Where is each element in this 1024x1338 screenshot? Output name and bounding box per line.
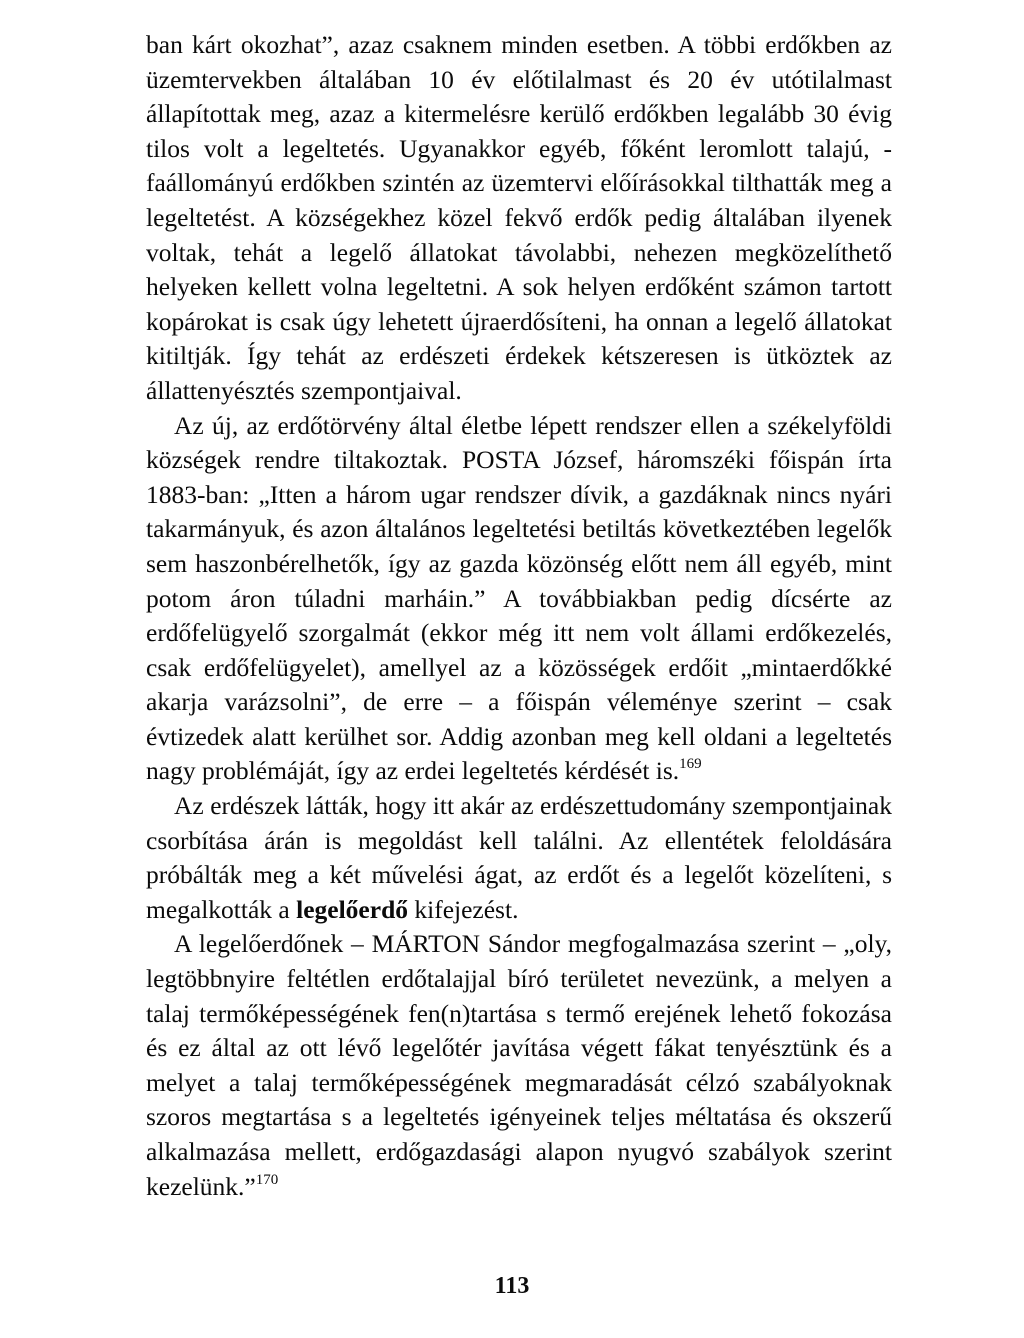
paragraph-1 — [146, 28, 892, 409]
body-text — [146, 28, 892, 1204]
paragraph-1-text: ban kárt okozhat”, azaz csaknem minden esetben. A többi erdőkben az üzemtervekben általában 10 év előtilalmast és 20 év utótilalmast állapítottak meg, azaz a kitermelésre kerülő erdőkben legalább 30 évig tilos volt a legeltetés. Ugyanakkor egyéb, főként leromlott talajú, -faállományú erdőkben szintén az üzemtervi előírásokkal tilthatták meg a legeltetést. A községekhez közel fekvő erdők pedig általában ilyenek voltak, tehát a legelő állatokat távolabbi, nehezen megközelíthető helyeken kellett volna legeltetni. A sok helyen erdőként számon tartott kopárokat is csak úgy lehetett újraerdősíteni, ha onnan a legelő állatokat kitiltják. Így tehát az erdészeti érdekek kétszeresen is ütköztek az állattenyésztés szempontjaival. — [146, 30, 892, 405]
paragraph-4 — [146, 927, 892, 1204]
footnote-ref-170: 170 — [255, 1171, 279, 1188]
paragraph-4-text: A legelőerdőnek – MÁRTON Sándor megfogalmazása szerint – „oly, legtöbbnyire feltétlen erdőtalajjal bíró területet nevezünk, a melyen a talaj termőképességének fen(n)tartása s termő erejének lehető fokozása és ez által az ott lévő legelőtér javítása végett fákat tenyésztünk és a melyet a talaj termőképességének megmaradását célzó szabályoknak szoros megtartása s a legeltetés igényeinek teljes méltatása és okszerű alkalmazása mellett, erdőgazdasági alapon nyugvó szabályok szerint kezelünk.” — [146, 929, 892, 1201]
paragraph-3-text-after: kifejezést. — [408, 894, 519, 924]
footnote-ref-169: 169 — [679, 756, 702, 773]
term-legeloerdo: legelőerdő — [296, 894, 408, 924]
paragraph-2 — [146, 409, 892, 790]
page-number: 113 — [494, 1273, 530, 1299]
paragraph-3 — [146, 789, 892, 927]
paragraph-2-text: Az új, az erdőtörvény által életbe lépett rendszer ellen a székelyföldi községek rendre tiltakoztak. POSTA József, háromszéki főispán írta 1883-ban: „Itten a három ugar rendszer dívik, a gazdáknak nincs nyári takarmányuk, és azon általános legeltetési betiltás következtében legelők sem haszonbérelhetők, így az gazda közönség előtt nem áll egyéb, mint potom áron túladni marháin.” A továbbiakban pedig dícsérte az erdőfelügyelő szorgalmát (ekkor még itt nem volt állami erdőkezelés, csak erdőfelügyelet), amellyel az a közösségek erdőit „mintaerdőkké akarja varázsolni”, de erre – a főispán véleménye szerint – csak évtizedek alatt kerülhet sor. Addig azonban meg kell oldani a legeltetés nagy problémáját, így az erdei legeltetés kérdését is. — [146, 410, 892, 786]
paragraph-3-text-before: Az erdészek látták, hogy itt akár az erdészettudomány szempontjainak csorbítása árán is megoldást kell találni. Az ellentétek feloldására próbálták meg a két művelési ágat, az erdőt és a legelőt közelíteni, s megalkották a — [146, 791, 892, 924]
